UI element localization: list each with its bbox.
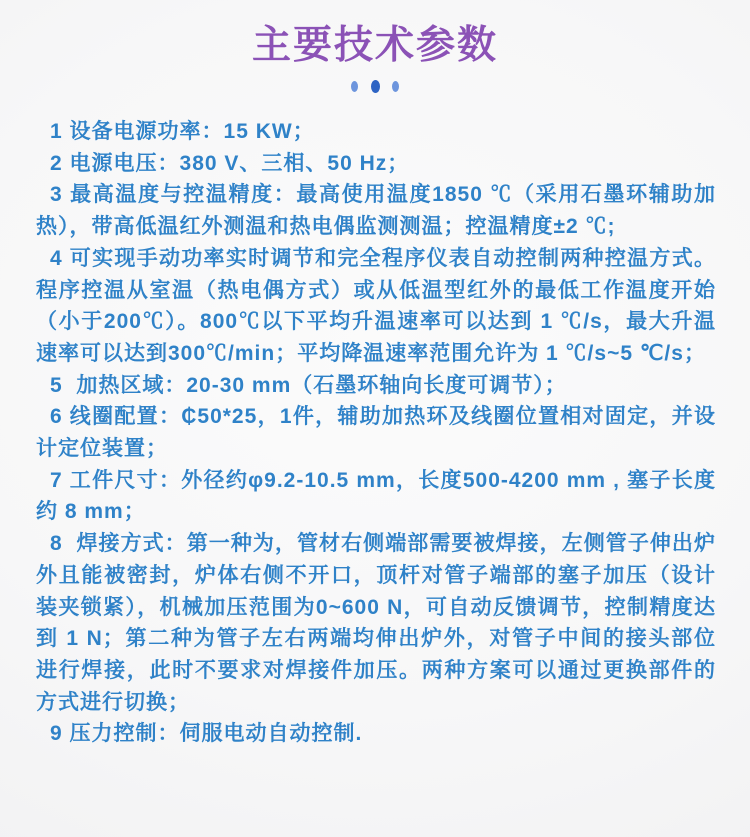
- spec-item: 4 可实现手动功率实时调节和完全程序仪表自动控制两种控温方式。程序控温从室温（热电偶方式）或从低温型红外的最低工作温度开始（小于200℃）。800℃以下平均升温速率可以达到 1 ℃/s，最大升温速率可以达到300℃/min；平均降温速率范围允许为 1 ℃/s~5 ℃/s；: [36, 246, 716, 365]
- spec-item: 8 焊接方式：第一种为，管材右侧端部需要被焊接，左侧管子伸出炉外且能被密封，炉体右侧不开口，顶杆对管子端部的塞子加压（设计装夹锁紧），机械加压范围为0~600 N，可自动反馈调节，控制精度达到 1 N；第二种为管子左右两端均伸出炉外，对管子中间的接头部位进行焊接，此时不要求对焊接件加压。两种方案可以通过更换部件的方式进行切换；: [36, 532, 716, 714]
- spec-item: 7 工件尺寸：外径约φ9.2-10.5 mm，长度500-4200 mm , 塞子长度约 8 mm；: [36, 468, 716, 524]
- divider-dot-icon: [351, 81, 358, 92]
- spec-list: [36, 116, 716, 750]
- page-title: 主要技术参数: [251, 24, 498, 67]
- divider-dots: [0, 80, 750, 94]
- spec-item: 9 压力控制：伺服电动自动控制.: [50, 722, 363, 746]
- divider-dot-icon: [371, 80, 380, 93]
- spec-item: 1 设备电源功率：15 KW；: [50, 120, 315, 143]
- spec-item: 5 加热区域：20-30 mm（石墨环轴向长度可调节）；: [50, 373, 567, 397]
- spec-item: 6 线圈配置：₵50*25，1件，辅助加热环及线圈位置相对固定，并设计定位装置；: [36, 405, 716, 461]
- spec-item: 3 最高温度与控温精度：最高使用温度1850 ℃（采用石墨环辅助加热），带高低温红外测温和热电偶监测测温；控温精度±2 ℃;: [36, 183, 716, 239]
- divider-dot-icon: [392, 81, 399, 92]
- spec-item: 2 电源电压：380 V、三相、50 Hz；: [50, 151, 410, 175]
